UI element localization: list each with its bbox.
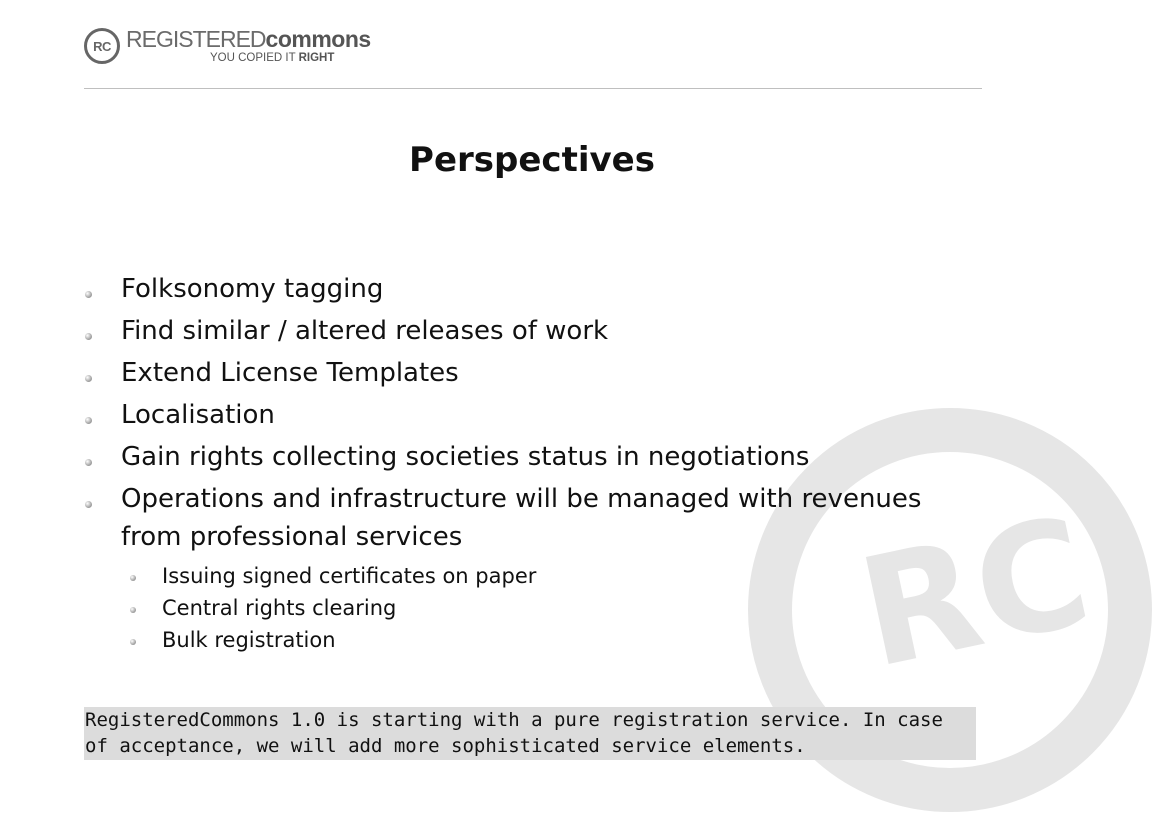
bullet-text: Find similar / altered releases of work bbox=[121, 316, 609, 346]
tagline-light: YOU COPIED IT bbox=[210, 52, 299, 64]
header-divider bbox=[84, 88, 982, 89]
bullet-item bbox=[84, 480, 984, 556]
bullet-item bbox=[84, 396, 984, 434]
sub-bullet-dot-icon bbox=[130, 639, 136, 645]
bullet-dot-icon bbox=[85, 333, 92, 340]
bullet-text: Folksonomy tagging bbox=[121, 274, 384, 304]
footer-note: RegisteredCommons 1.0 is starting with a pure registration service. In case of acceptance, we will add more sophisticated service elements. bbox=[84, 707, 976, 760]
bullet-dot-icon bbox=[85, 417, 92, 424]
sub-bullet-list bbox=[84, 560, 984, 656]
registered-commons-logo bbox=[84, 28, 371, 65]
rc-logo-icon: RC bbox=[84, 28, 120, 64]
sub-bullet-text: Bulk registration bbox=[162, 628, 336, 652]
logo-wordmark-main bbox=[126, 28, 371, 51]
bullet-item bbox=[84, 312, 984, 350]
sub-bullet-item bbox=[84, 624, 984, 656]
bullet-dot-icon bbox=[85, 501, 92, 508]
logo-word-commons: commons bbox=[265, 26, 371, 52]
sub-bullet-text: Central rights clearing bbox=[162, 596, 397, 620]
bullet-item bbox=[84, 354, 984, 392]
sub-bullet-text: Issuing signed certificates on paper bbox=[162, 564, 537, 588]
tagline-bold: RIGHT bbox=[298, 52, 335, 64]
bullet-item bbox=[84, 438, 984, 476]
svg-text:RC: RC bbox=[846, 484, 1104, 703]
bullet-dot-icon bbox=[85, 291, 92, 298]
bullet-text: Extend License Templates bbox=[121, 358, 459, 388]
bullet-text: Operations and infrastructure will be managed with revenues from professional services bbox=[121, 484, 922, 552]
bullet-item bbox=[84, 270, 984, 308]
logo-wordmark bbox=[126, 28, 371, 65]
bullet-list bbox=[84, 270, 984, 656]
bullet-text: Localisation bbox=[121, 400, 275, 430]
logo-tagline bbox=[126, 53, 371, 65]
bullet-dot-icon bbox=[85, 375, 92, 382]
bullet-text: Gain rights collecting societies status in negotiations bbox=[121, 442, 810, 472]
bullet-dot-icon bbox=[85, 459, 92, 466]
sub-bullet-item bbox=[84, 560, 984, 592]
slide-title: Perspectives bbox=[409, 140, 655, 180]
sub-bullet-dot-icon bbox=[130, 607, 136, 613]
sub-bullet-item bbox=[84, 592, 984, 624]
sub-bullet-dot-icon bbox=[130, 575, 136, 581]
logo-word-registered: REGISTERED bbox=[126, 26, 266, 52]
